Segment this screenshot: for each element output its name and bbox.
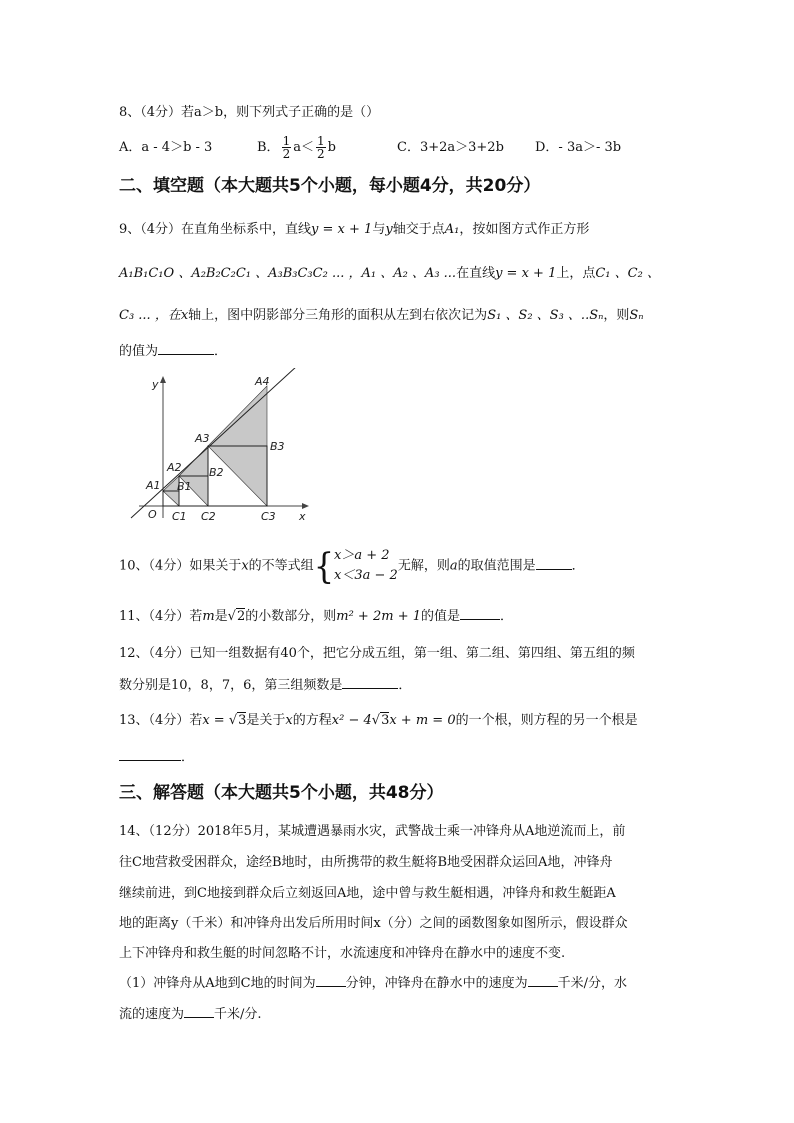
q14-blank-speed bbox=[528, 974, 558, 987]
q11-answer-blank bbox=[460, 607, 500, 620]
q9-line-expr: y = x + 1 bbox=[311, 222, 373, 237]
q10-brace: { bbox=[313, 545, 335, 587]
label-b2: B2 bbox=[209, 466, 224, 479]
q9-line4: 的值为 ． bbox=[119, 344, 228, 359]
q8-stem-expr: a＞b bbox=[194, 105, 224, 120]
q9-answer-blank bbox=[158, 342, 214, 355]
q8-option-b bbox=[257, 131, 336, 165]
q11: 11、（4分）若m是√2的小数部分，则m² + 2m + 1的值是 ． bbox=[119, 609, 514, 624]
q14-line4: 地的距离y（千米）和冲锋舟出发后所用时间x（分）之间的函数图象如图所示，假设群众 bbox=[119, 916, 628, 931]
label-c1: C1 bbox=[172, 510, 187, 523]
q8-option-b-label: B． bbox=[257, 140, 280, 155]
label-a2: A2 bbox=[167, 461, 182, 474]
label-a4: A4 bbox=[255, 375, 270, 388]
q8-option-d: D．- 3a＞- 3b bbox=[535, 140, 622, 155]
q12-line2: 数分别是10，8，7，6，第三组频数是 ． bbox=[119, 678, 412, 693]
x-arrow bbox=[302, 503, 309, 509]
label-a1: A1 bbox=[146, 479, 161, 492]
q10: 10、（4分）如果关于x的不等式组{ x＞a + 2 x＜3a − 2 无解，则a的取值范围是 ． bbox=[119, 545, 585, 587]
label-x: x bbox=[299, 510, 306, 523]
label-b3: B3 bbox=[270, 440, 285, 453]
q14-line3: 继续前进，到C地接到群众后立刻返回A地，途中曾与救生艇相遇，冲锋舟和救生艇距A bbox=[119, 886, 616, 901]
q8-stem bbox=[119, 103, 379, 123]
section2-title: 二、填空题（本大题共5个小题，每小题4分，共20分） bbox=[119, 176, 541, 196]
q13-line1: 13、（4分）若x = √3是关于x的方程x² − 4√3x + m = 0的一个根，则方程的另一个根是 bbox=[119, 713, 638, 728]
q12-line1: 12、（4分）已知一组数据有40个，把它分成五组，第一组、第二组、第四组、第五组的频 bbox=[119, 646, 635, 661]
label-y: y bbox=[152, 378, 159, 391]
q8-option-a: A．a - 4＞b - 3 bbox=[119, 140, 213, 155]
q14-part1-line2: 流的速度为 千米/分. bbox=[119, 1007, 262, 1022]
q9-line1: 9、（4分）在直角坐标系中，直线y = x + 1与y轴交于点A₁，按如图方式作正方形 bbox=[119, 222, 590, 237]
q14-blank-current bbox=[184, 1005, 214, 1018]
q10-system: x＞a + 2 x＜3a − 2 bbox=[334, 548, 398, 583]
q14-line1: 14、（12分）2018年5月，某城遭遇暴雨水灾，武警战士乘一冲锋舟从A地逆流而上，前 bbox=[119, 824, 626, 839]
q8-option-b-frac1: $\frac{1}{2}$ bbox=[282, 134, 291, 161]
q14-line5: 上下冲锋舟和救生艇的时间忽略不计，水流速度和冲锋舟在静水中的速度不变. bbox=[119, 946, 566, 961]
q8-option-b-end: b bbox=[327, 140, 336, 155]
label-o: O bbox=[148, 508, 157, 521]
q10-answer-blank bbox=[536, 557, 572, 570]
q13-sqrt-sign: √ bbox=[228, 713, 238, 728]
q14-blank-time bbox=[316, 974, 346, 987]
q9-line3: C₃ ... ，在x轴上，图中阴影部分三角形的面积从左到右依次记为S₁ 、S₂ 、S₃ 、..Sₙ，则Sₙ bbox=[119, 308, 644, 323]
q9-figure bbox=[125, 368, 315, 528]
q9-line2: A₁B₁C₁O 、A₂B₂C₂C₁ 、A₃B₃C₃C₂ ... ，A₁ 、A₂ 、A₃ ...在直线y = x + 1上，点C₁ 、C₂ 、 bbox=[119, 266, 660, 281]
label-b1: B1 bbox=[177, 480, 192, 493]
q14-part1-line1: （1）冲锋舟从A地到C地的时间为 分钟，冲锋舟在静水中的速度为 千米/分，水 bbox=[119, 976, 628, 991]
q14-line2: 往C地营救受困群众，途经B地时，由所携带的救生艇将B地受困群众运回A地，冲锋舟 bbox=[119, 855, 613, 870]
q12-answer-blank bbox=[342, 676, 398, 689]
q8-stem-prefix: 8、（4分）若 bbox=[119, 105, 195, 120]
q8-option-c: C．3+2a＞3+2b bbox=[397, 140, 504, 155]
label-c3: C3 bbox=[261, 510, 276, 523]
y-arrow bbox=[160, 376, 166, 383]
q13-line2: ． bbox=[119, 748, 194, 768]
label-a3: A3 bbox=[195, 432, 210, 445]
section3-title: 三、解答题（本大题共5个小题，共48分） bbox=[119, 783, 444, 803]
q8-option-b-mid: a＜ bbox=[293, 140, 314, 155]
label-c2: C2 bbox=[201, 510, 216, 523]
q11-sqrt-sign: √ bbox=[227, 609, 236, 624]
q8-option-b-frac2: $\frac{1}{2}$ bbox=[316, 134, 325, 161]
q8-stem-suffix: ，则下列式子正确的是（） bbox=[223, 105, 380, 120]
q13-answer-blank bbox=[119, 748, 181, 761]
